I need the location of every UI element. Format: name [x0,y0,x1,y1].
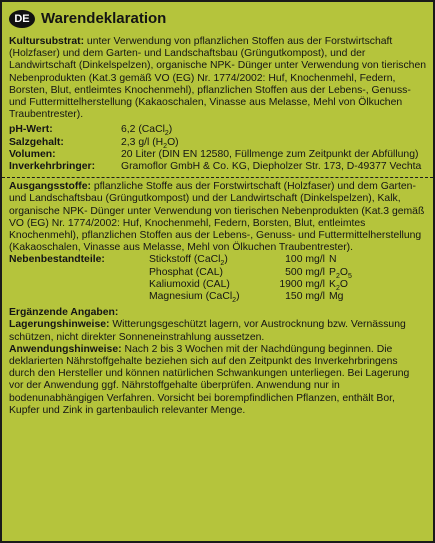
nutrient-name: Magnesium (CaCl$_2$) [149,291,240,305]
property-row-volume [9,149,426,161]
property-key: pH-Wert: [9,124,53,136]
nutrient-unit: Mg [329,291,344,303]
anwendung-label: Anwendungshinweise: [9,343,122,355]
nutrient-table [149,254,352,303]
nutrient-unit: N [329,254,337,266]
property-key: Inverkehrbringer: [9,161,96,173]
lagerung-text: Witterungsgeschützt lagern, vor Austrocknung bzw. Vernässung schützen, nicht direkter Sonneneinstrahlung aussetzen. [9,319,406,343]
anwendung-text: Nach 2 bis 3 Wochen mit der Nachdüngung beginnen. Die deklarierten Nährstoffgehalte beziehen sich auf den Zeitpunkt des Inverkehrbringens durch den Hersteller und können natürlichen Schwankungen unterliegen. Bei Lagerung vor der Anwendung ggf. Nährstoffgehalte überprüfen. Anwendung nur in bodenunabhängigen Verfahren. Vorsicht bei borempfindlichen Pflanzen, enthält Bor, Kupfer und Zink in gartenbaulich relevanter Menge. [9,343,410,416]
property-value: Gramoflor GmbH & Co. KG, Diepholzer Str. 173, D-49377 Vechta [121,161,422,173]
page-title: Warendeklaration [41,9,167,27]
property-row-ph [9,124,426,136]
kultursubstrat-text: unter Verwendung von pflanzlichen Stoffen aus der Forstwirtschaft (Holzfaser) und dem Garten- und Landschaftsbau (Grüngutkompost), und der Landwirtschaft (Dinkelspelzen), organische NPK- Dünger unter Verwendung von tierischen Nebenprodukten (Kat.3 gemäß VO (EG) Nr. 1774/2002: Huf, Knochenmehl, Federn, Borsten, Blut, entleimtes Knochenmehl), pflanzlichen Stoffen aus der Lebens-, Genuss- und Futtermittelherstellung (Kakaoschalen, Vinasse aus Melasse, Mehl von Ölkuchen Traubentrester). [9,36,426,121]
language-badge: DE [9,10,35,28]
kultursubstrat-label: Kultursubstrat: [9,36,85,47]
nebenbestandteile-label: Nebenbestandteile: [9,254,105,266]
property-value: 6,2 (CaCl$_2$) [121,124,173,138]
nutrient-name: Phosphat (CAL) [149,266,223,278]
ausgangsstoffe-text: pflanzliche Stoffe aus der Forstwirtschaft (Holzfaser) und dem Garten- und Landschaftsbau (Grüngutkompost) und der Landwirtschaft (Dinkelspelzen), Kalk, organische NPK- Dünger unter Verwendung von tierischen Nebenprodukten (Kat.3 gemäß VO (EG) Nr. 1774/2002: Huf, Knochenmehl, Federn, Borsten, Blut, entleimtes Knochenmehl), pflanzlichen Stoffen aus der Lebens-, Genuss- und Futtermittelherstellung (Kakaoschalen, Vinasse aus Melasse, Mehl von Ölkuchen Traubentrester). [9,181,425,254]
nutrient-unit: $K_2O$ [329,278,348,292]
property-value: 2,3 g/l $(H_2O)$ [121,136,179,150]
property-value: 20 Liter (DIN EN 12580, Füllmenge zum Zeitpunkt der Abfüllung) [121,148,419,160]
lagerung-paragraph [9,319,426,343]
property-row-salt [9,137,426,149]
dashed-divider [2,177,433,178]
property-key: Salzgehalt: [9,136,64,148]
nutrient-name: Stickstoff (CaCl$_2$) [149,254,228,268]
nutrient-unit: $P_2O_5$ [329,266,352,280]
property-key: Volumen: [9,148,56,160]
nebenbestandteile-block [9,254,426,303]
ausgangsstoffe-label: Ausgangsstoffe: [9,181,91,193]
properties-list [9,124,426,173]
nutrient-amount: 100 mg/l [285,254,325,266]
nutrient-name: Kaliumoxid (CAL) [149,278,230,290]
property-row-distributor [9,161,426,173]
header [9,6,426,32]
kultursubstrat-paragraph [9,36,426,121]
lagerung-label: Lagerungshinweise: [9,319,110,331]
nutrient-amount: 150 mg/l [285,291,325,303]
nutrient-amount: 500 mg/l [285,266,325,278]
nutrient-amount: 1900 mg/l [279,278,325,290]
ergaenzende-heading: Ergänzende Angaben: [9,307,119,319]
anwendung-paragraph [9,344,426,417]
ausgangsstoffe-paragraph [9,181,426,254]
